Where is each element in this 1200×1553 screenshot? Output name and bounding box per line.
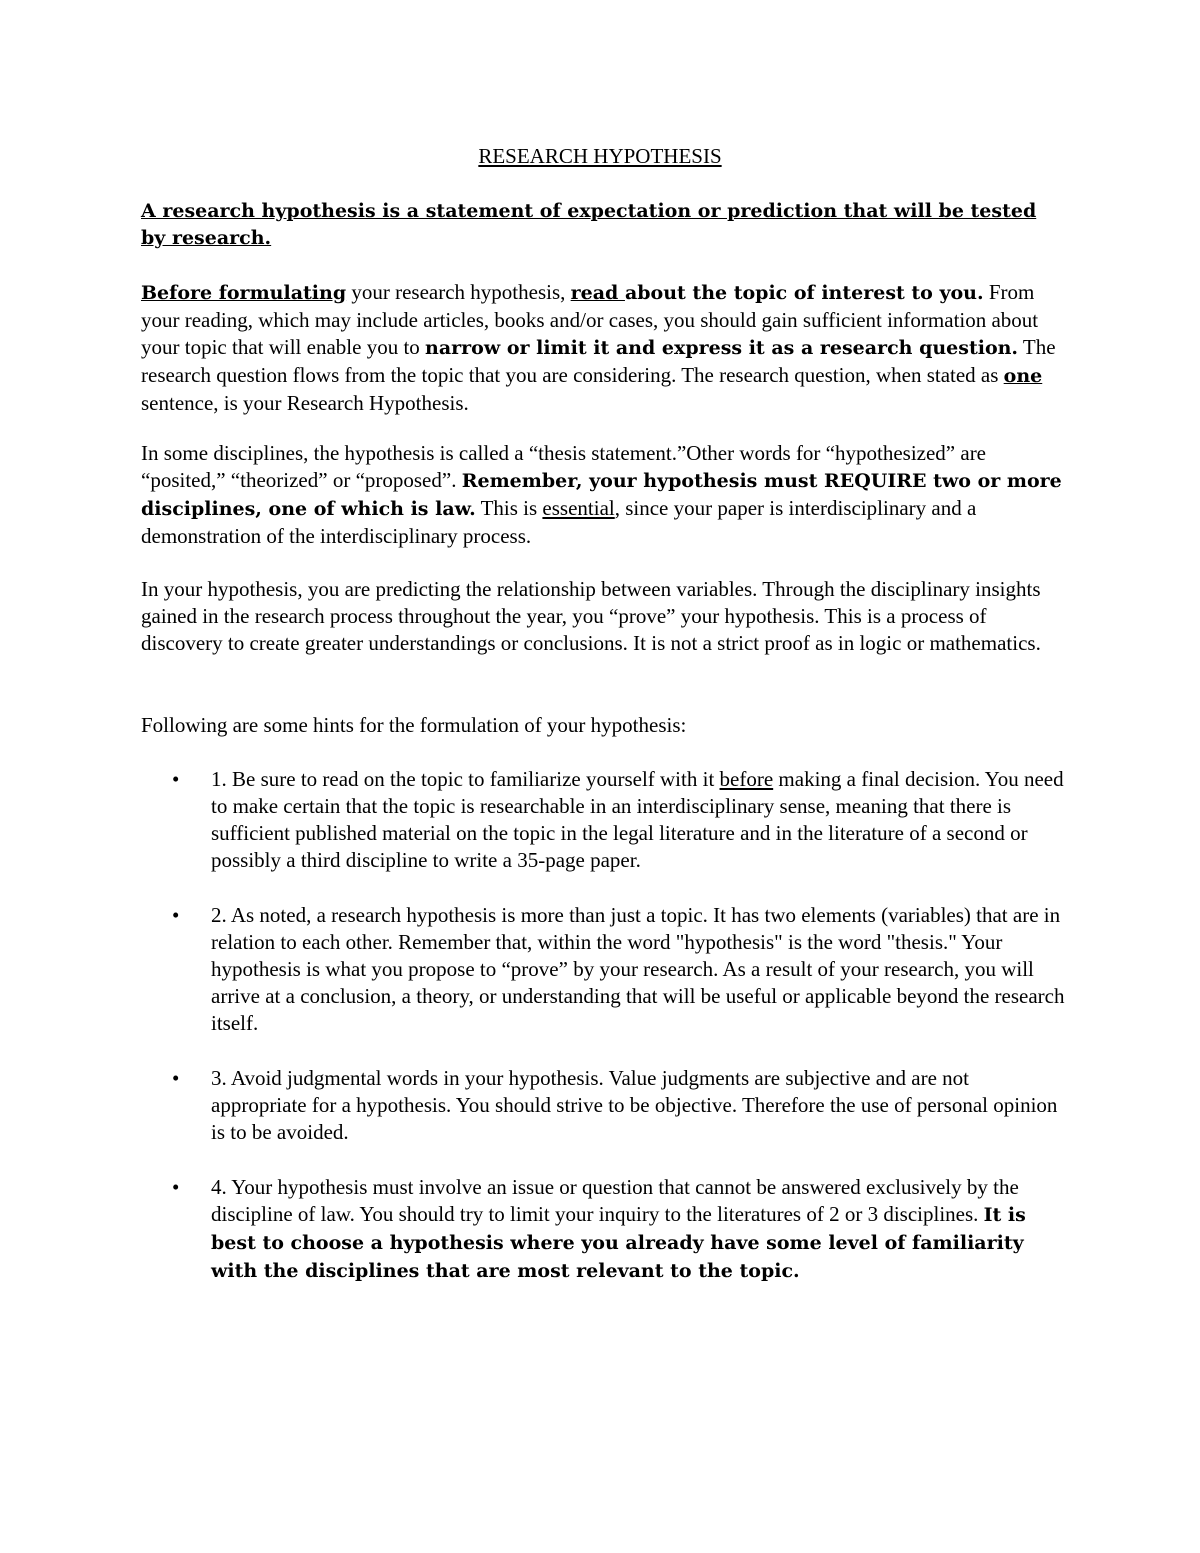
list-item-hint-3 [141, 1065, 1066, 1146]
emphasis-one: one [1003, 365, 1043, 387]
list-item-hint-1 [141, 766, 1066, 874]
definition-statement: A research hypothesis is a statement of expectation or prediction that will be tested by research. [141, 200, 1037, 249]
emphasis-read: read [570, 282, 625, 304]
list-item-hint-4 [141, 1174, 1066, 1285]
bullet-icon: • [172, 1066, 180, 1090]
paragraph-thesis-statement [141, 440, 1066, 550]
text-span: 2. As noted, a research hypothesis is more than just a topic. It has two elements (variables) that are in relation to each other. Remember that, within the word "hypothesis" is the word "thesis." Your hypothesis is what you propose to “prove” by your research. As a result of your research, you will arrive at a conclusion, a theory, or understanding that will be useful or applicable beyond the research itself. [211, 903, 1065, 1035]
bullet-icon: • [172, 903, 180, 927]
text-span: From your reading, which may include articles, books and/or cases, you should gain sufficient information about your topic that will enable you to [141, 280, 1039, 359]
emphasis-topic-of-interest: about the topic of interest to you. [624, 282, 984, 304]
emphasis-before-formulating: Before formulating [141, 282, 347, 304]
text-span: The research question flows from the topic that you are considering. The research question, when stated as [141, 335, 1056, 387]
text-span: 4. Your hypothesis must involve an issue or question that cannot be answered exclusively by the discipline of law. You should try to limit your inquiry to the literatures of 2 or 3 disciplines. [211, 1175, 1019, 1226]
hints-list [141, 766, 1066, 1313]
text-span: , since your paper is interdisciplinary and a demonstration of the interdisciplinary process. [141, 496, 977, 548]
paragraph-predicting-relationship: In your hypothesis, you are predicting the relationship between variables. Through the disciplinary insights gained in the research process throughout the year, you “prove” your hypothesis. This is a process of discovery to create greater understandings or conclusions. It is not a strict proof as in logic or mathematics. [141, 577, 1041, 655]
bullet-icon: • [172, 1175, 180, 1199]
text-span: This is [475, 496, 543, 520]
text-span: 1. Be sure to read on the topic to familiarize yourself with it [211, 767, 720, 791]
text-span: making a final decision. You need to make certain that the topic is researchable in an interdisciplinary sense, meaning that there is sufficient published material on the topic in the legal literature and in the literature of a second or possibly a third discipline to write a 35-page paper. [211, 767, 1064, 872]
emphasis-essential: essential [542, 496, 615, 520]
emphasis-best-to-choose: It is best to choose a hypothesis where you already have some level of familiarity with the disciplines that are most relevant to the topic. [211, 1204, 1026, 1282]
text-span: sentence, is your Research Hypothesis. [141, 391, 469, 415]
list-item-hint-2 [141, 902, 1066, 1037]
emphasis-remember-require: Remember, your hypothesis must REQUIRE two or more disciplines, one of which is law. [141, 470, 1062, 520]
document-title: RESEARCH HYPOTHESIS [478, 144, 722, 168]
text-span: 3. Avoid judgmental words in your hypothesis. Value judgments are subjective and are not appropriate for a hypothesis. You should strive to be objective. Therefore the use of personal opinion is to be avoided. [211, 1066, 1058, 1144]
emphasis-before: before [719, 767, 774, 791]
emphasis-narrow-or-limit: narrow or limit it and express it as a research question. [425, 337, 1019, 359]
paragraph-hints-intro: Following are some hints for the formulation of your hypothesis: [141, 713, 687, 737]
bullet-icon: • [172, 767, 180, 791]
paragraph-before-formulating [141, 279, 1066, 417]
text-span: In some disciplines, the hypothesis is called a “thesis statement.”Other words for “hypothesized” are “posited,” “theorized” or “proposed”. [141, 441, 987, 492]
text-span: your research hypothesis, [346, 280, 571, 304]
